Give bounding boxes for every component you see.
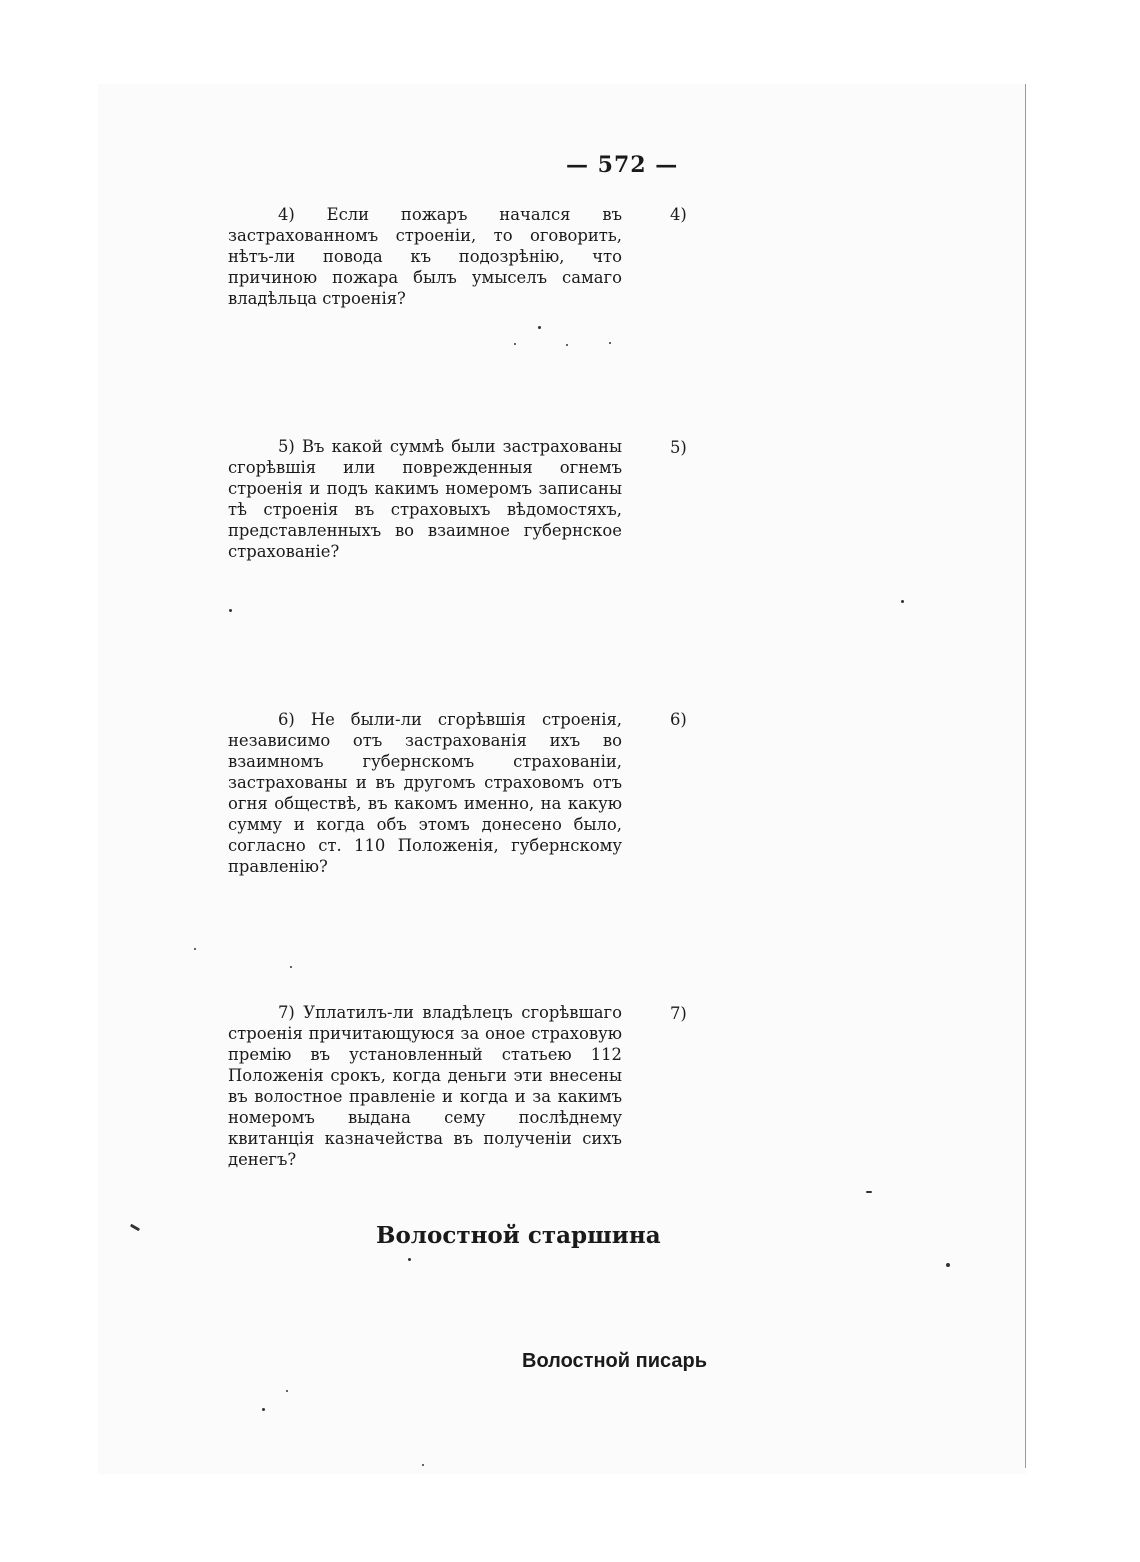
scan-speck [408, 1258, 411, 1261]
question-6-marker: 6) [670, 710, 687, 729]
scan-speck [514, 343, 516, 345]
scan-speck [538, 326, 541, 329]
question-4-text: 4) Если пожаръ начался въ застрахованномъ строеніи, то оговорить, нѣтъ-ли повода къ подозрѣнію, что причиною пожара былъ умыселъ самаго владѣльца строенія? [228, 205, 622, 308]
scan-speck [286, 1390, 288, 1392]
question-5-text: 5) Въ какой суммѣ были застрахованы сгорѣвшія или поврежденныя огнемъ строенія и подъ какимъ номеромъ записаны тѣ строенія въ страховыхъ вѣдомостяхъ, представленныхъ во взаимное губернское страхованіе? [228, 437, 622, 561]
scan-speck [609, 342, 611, 344]
question-7-marker: 7) [670, 1004, 687, 1023]
scan-speck [422, 1464, 424, 1466]
question-5-marker: 5) [670, 438, 687, 457]
scan-speck [194, 948, 196, 950]
scan-speck [866, 1191, 872, 1193]
scan-speck [262, 1408, 265, 1411]
signature-volost-clerk: Волостной писарь [522, 1350, 707, 1372]
scan-speck [229, 609, 232, 612]
scan-speck [566, 344, 568, 346]
page-number: — 572 — [566, 152, 679, 178]
question-7-text: 7) Уплатилъ-ли владѣлецъ сгорѣвшаго строенія причитающуюся за оное страховую премію въ установленный статьею 112 Положенія срокъ, когда деньги эти внесены въ волостное правленіе и когда и за какимъ номеромъ выдана сему послѣднему квитанція казначейства въ полученіи сихъ денегъ? [228, 1003, 622, 1169]
scan-speck [290, 966, 292, 968]
question-4-marker: 4) [670, 205, 687, 224]
question-6-text: 6) Не были-ли сгорѣвшія строенія, независимо отъ застрахованія ихъ во взаимномъ губернскомъ страхованіи, застрахованы и въ другомъ страховомъ отъ огня обществѣ, въ какомъ именно, на какую сумму и когда объ этомъ донесено было, согласно ст. 110 Положенія, губернскому правленію? [228, 710, 622, 876]
signature-volost-elder: Волостной старшина [376, 1222, 661, 1249]
scan-speck [901, 600, 904, 603]
scan-speck [946, 1263, 950, 1267]
page-edge-rule [1025, 84, 1026, 1468]
